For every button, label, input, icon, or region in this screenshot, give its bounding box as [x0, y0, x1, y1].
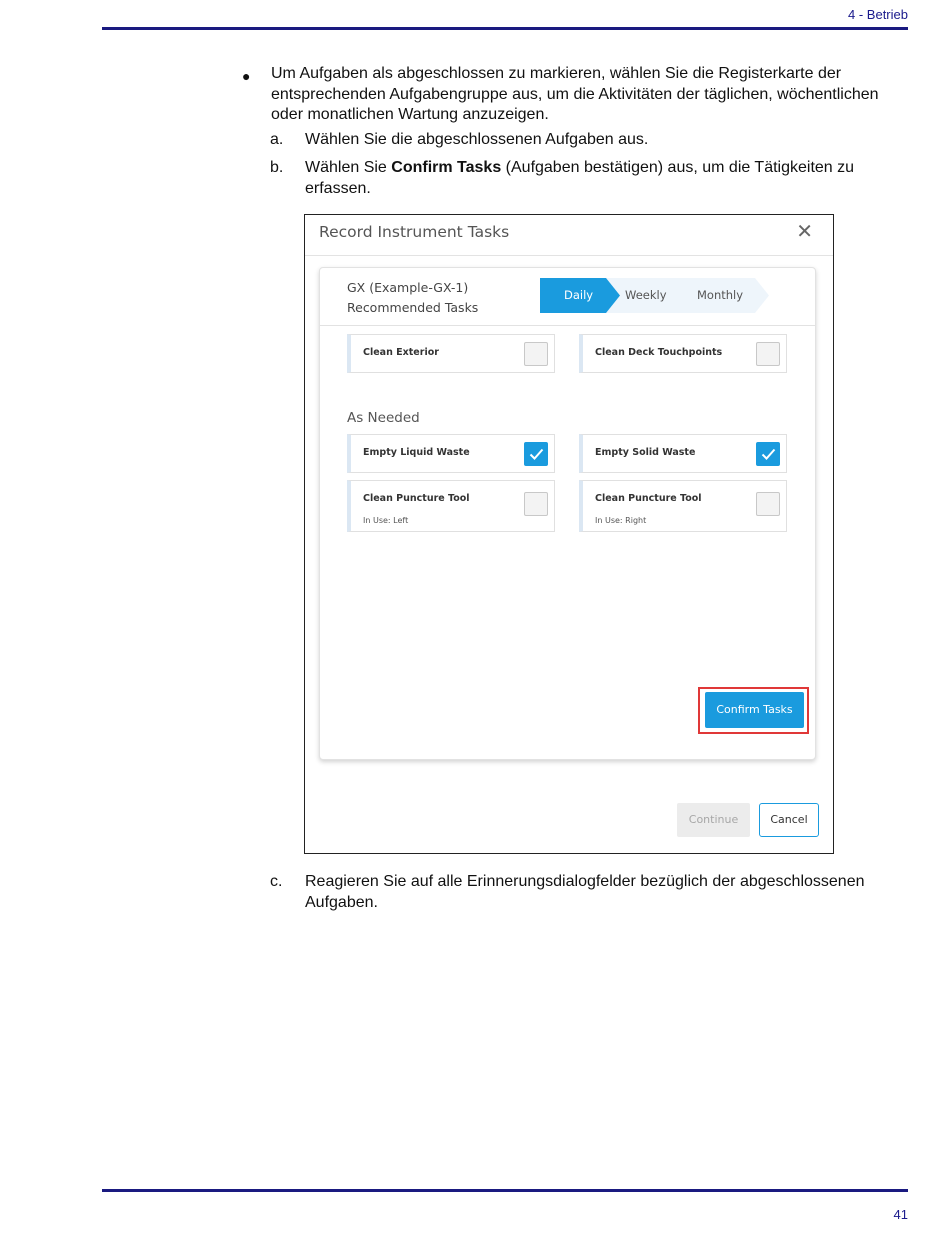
cancel-button[interactable]: Cancel [759, 803, 819, 837]
tab-daily[interactable]: Daily [564, 288, 594, 302]
page-number: 41 [893, 1207, 908, 1222]
tab-monthly[interactable]: Monthly [697, 288, 744, 302]
task-name: Clean Puncture Tool [363, 493, 470, 504]
step-b-prefix: Wählen Sie [305, 159, 392, 176]
task-name: Clean Puncture Tool [595, 493, 702, 504]
task-checkbox[interactable] [756, 342, 780, 366]
task-name: Empty Liquid Waste [363, 447, 470, 458]
bullet-icon: ● [242, 68, 251, 84]
confirm-tasks-button[interactable]: Confirm Tasks [705, 692, 804, 728]
card-divider [320, 325, 815, 326]
checkmark-icon [761, 448, 776, 461]
task-clean-exterior[interactable] [347, 334, 555, 373]
task-checkbox[interactable] [524, 492, 548, 516]
dialog-divider [305, 255, 833, 256]
tab-weekly[interactable]: Weekly [625, 288, 667, 302]
footer-rule [102, 1189, 908, 1192]
as-needed-heading: As Needed [347, 410, 420, 426]
bullet-paragraph: Um Aufgaben als abgeschlossen zu markieren, wählen Sie die Registerkarte der entsprechenden Aufgabengruppe aus, um die Aktivitäten der täglichen, wöchentlichen oder monatlichen Wartung anzuzeigen. [271, 65, 879, 123]
task-name: Empty Solid Waste [595, 447, 696, 458]
close-icon[interactable]: ✕ [796, 219, 813, 243]
task-name: Clean Deck Touchpoints [595, 347, 723, 358]
step-b-label: b. [270, 159, 284, 176]
step-c-label: c. [270, 873, 283, 890]
instrument-name: GX (Example-GX-1) [347, 280, 469, 295]
step-a-text: Wählen Sie die abgeschlossenen Aufgaben aus. [305, 131, 649, 148]
task-subtext: In Use: Left [363, 516, 409, 525]
task-clean-puncture-tool-left[interactable] [347, 480, 555, 532]
step-b-text [305, 158, 905, 199]
task-empty-solid-waste[interactable] [579, 434, 787, 473]
chapter-header: 4 - Betrieb [848, 7, 908, 22]
checkmark-icon [529, 448, 544, 461]
tasks-card [319, 267, 816, 760]
task-clean-deck-touchpoints[interactable] [579, 334, 787, 373]
task-name: Clean Exterior [363, 347, 439, 358]
frequency-tabs [540, 278, 769, 313]
step-c-text: Reagieren Sie auf alle Erinnerungsdialogfelder bezüglich der abgeschlossenen Aufgaben. [305, 873, 865, 911]
recommended-tasks-label: Recommended Tasks [347, 300, 479, 315]
step-b-bold: Confirm Tasks [391, 159, 502, 176]
task-checkbox-checked[interactable] [756, 442, 780, 466]
continue-button[interactable]: Continue [677, 803, 750, 837]
task-checkbox[interactable] [756, 492, 780, 516]
task-empty-liquid-waste[interactable] [347, 434, 555, 473]
task-subtext: In Use: Right [595, 516, 647, 525]
task-checkbox-checked[interactable] [524, 442, 548, 466]
step-a-label: a. [270, 131, 284, 148]
header-rule [102, 27, 908, 30]
task-checkbox[interactable] [524, 342, 548, 366]
step-b-suffix: (Aufgaben bestätigen) aus, um die Tätigkeiten zu erfassen. [305, 159, 855, 197]
task-clean-puncture-tool-right[interactable] [579, 480, 787, 532]
dialog-title: Record Instrument Tasks [319, 223, 510, 241]
record-instrument-tasks-dialog [304, 214, 834, 854]
